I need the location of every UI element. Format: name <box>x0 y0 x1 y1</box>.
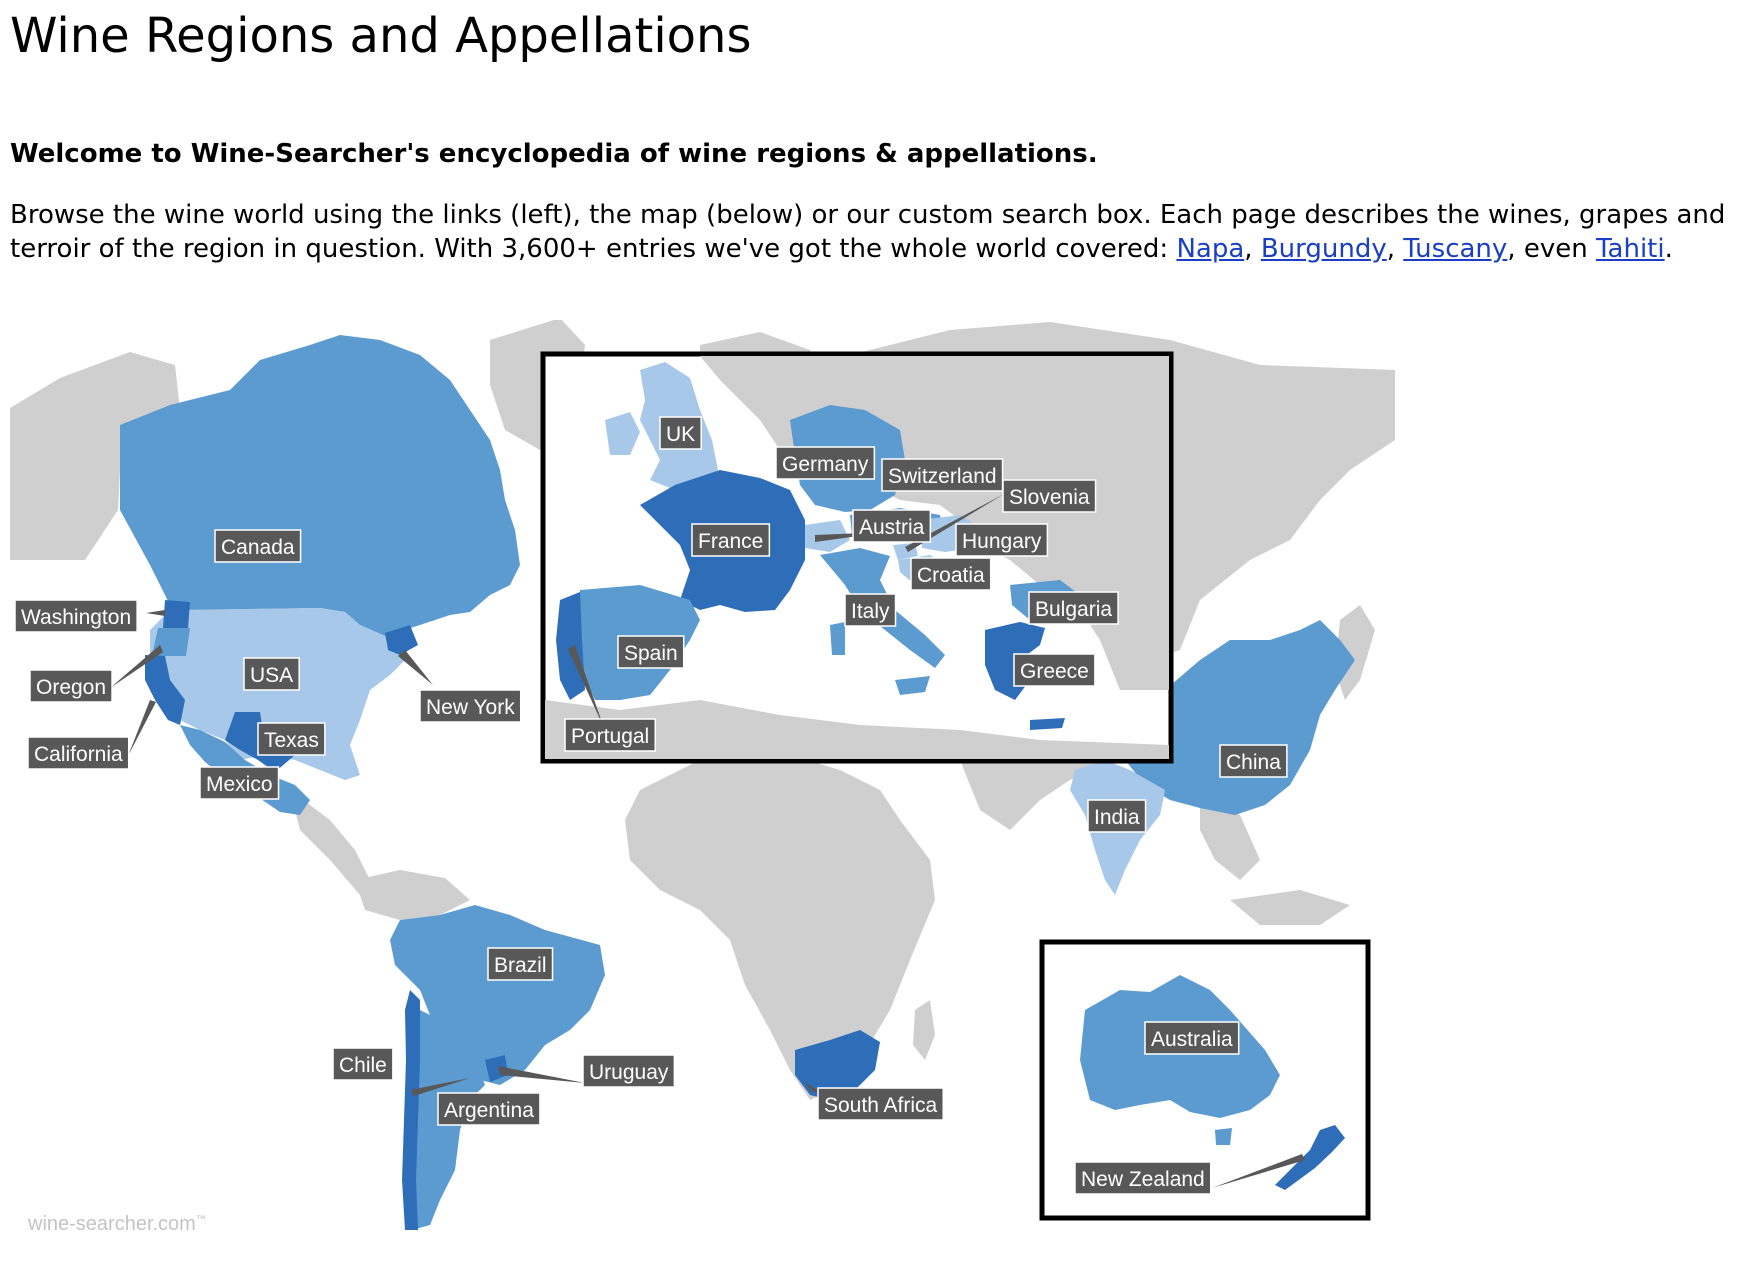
label-mexico[interactable] <box>200 767 279 799</box>
label-argentina[interactable] <box>438 1093 540 1125</box>
label-uk[interactable] <box>660 417 701 449</box>
label-croatia[interactable] <box>911 558 991 590</box>
label-hungary[interactable] <box>956 524 1047 556</box>
label-brazil[interactable] <box>488 948 553 980</box>
region-tasmania[interactable] <box>1215 1128 1232 1145</box>
label-text: New York <box>426 696 515 719</box>
label-text: Mexico <box>206 773 273 796</box>
intro-end-punctuation: . <box>1664 234 1673 264</box>
label-texas[interactable] <box>258 723 325 755</box>
label-new-zealand[interactable] <box>1075 1162 1211 1194</box>
label-italy[interactable] <box>845 594 896 626</box>
link-separator: , <box>1386 234 1404 264</box>
label-text: Hungary <box>962 530 1042 553</box>
label-text: Greece <box>1020 660 1089 683</box>
label-text: Switzerland <box>888 465 997 488</box>
tuscany-link[interactable]: Tuscany <box>1403 234 1508 264</box>
label-text: Spain <box>624 642 678 665</box>
label-text: Brazil <box>494 954 547 977</box>
label-text: Uruguay <box>589 1061 669 1084</box>
label-text: Portugal <box>571 725 650 748</box>
region-sardinia <box>830 622 845 655</box>
label-text: Germany <box>782 453 869 476</box>
label-text: USA <box>250 664 294 687</box>
label-washington[interactable] <box>15 600 137 632</box>
burgundy-link[interactable]: Burgundy <box>1260 234 1387 264</box>
label-text: India <box>1094 806 1140 829</box>
label-greece[interactable] <box>1014 654 1095 686</box>
label-text: UK <box>666 423 696 446</box>
link-separator: , <box>1244 234 1261 264</box>
label-spain[interactable] <box>618 636 684 668</box>
label-oregon[interactable] <box>30 670 112 702</box>
link-separator: , even <box>1507 234 1596 264</box>
label-austria[interactable] <box>853 510 930 542</box>
label-california[interactable] <box>28 737 129 769</box>
label-text: Croatia <box>917 564 985 587</box>
label-south-africa[interactable] <box>818 1088 943 1120</box>
region-washington[interactable] <box>163 600 190 628</box>
label-text: Chile <box>339 1054 387 1077</box>
label-usa[interactable] <box>244 658 299 690</box>
label-text: New Zealand <box>1081 1168 1205 1191</box>
europe-inset <box>543 354 1171 761</box>
label-switzerland[interactable] <box>882 459 1003 491</box>
intro-text-line-2: terroir of the region in question. With 3,600+ entries we've got the whole world covered: <box>10 234 1177 264</box>
label-text: Argentina <box>444 1099 534 1122</box>
label-canada[interactable] <box>215 530 301 562</box>
label-australia[interactable] <box>1145 1022 1239 1054</box>
map-watermark: wine-searcher.com™ <box>28 1213 206 1235</box>
label-france[interactable] <box>692 524 769 556</box>
label-text: Texas <box>264 729 319 752</box>
label-new-york[interactable] <box>420 690 521 722</box>
intro-text-line-1: Browse the wine world using the links (left), the map (below) or our custom search box. Each page describes the wines, grapes and <box>10 200 1726 230</box>
label-india[interactable] <box>1088 800 1146 832</box>
tahiti-link[interactable]: Tahiti <box>1595 234 1665 264</box>
label-text: Bulgaria <box>1035 598 1113 621</box>
label-text: Canada <box>221 536 295 559</box>
label-text: South Africa <box>824 1094 938 1117</box>
label-text: China <box>1226 751 1281 774</box>
label-slovenia[interactable] <box>1003 480 1096 512</box>
label-portugal[interactable] <box>565 719 655 751</box>
label-text: Australia <box>1151 1028 1233 1051</box>
label-text: France <box>698 530 764 553</box>
label-text: Oregon <box>36 676 107 699</box>
page-title: Wine Regions and Appellations <box>10 8 752 64</box>
label-chile[interactable] <box>333 1048 393 1080</box>
region-new-zealand[interactable] <box>1275 1125 1345 1190</box>
region-canada[interactable] <box>120 335 520 636</box>
label-text: California <box>34 743 123 766</box>
label-text: Washington <box>21 606 132 629</box>
label-text: Austria <box>859 516 925 539</box>
label-china[interactable] <box>1220 745 1287 777</box>
label-text: Slovenia <box>1009 486 1090 509</box>
world-wine-map <box>0 320 1400 1240</box>
label-uruguay[interactable] <box>583 1055 674 1087</box>
intro-paragraph <box>10 198 1755 266</box>
label-germany[interactable] <box>776 447 874 479</box>
label-bulgaria[interactable] <box>1029 592 1118 624</box>
page-subtitle: Welcome to Wine-Searcher's encyclopedia of wine regions & appellations. <box>10 139 1098 169</box>
napa-link[interactable]: Napa <box>1176 234 1245 264</box>
label-text: Italy <box>851 600 890 623</box>
